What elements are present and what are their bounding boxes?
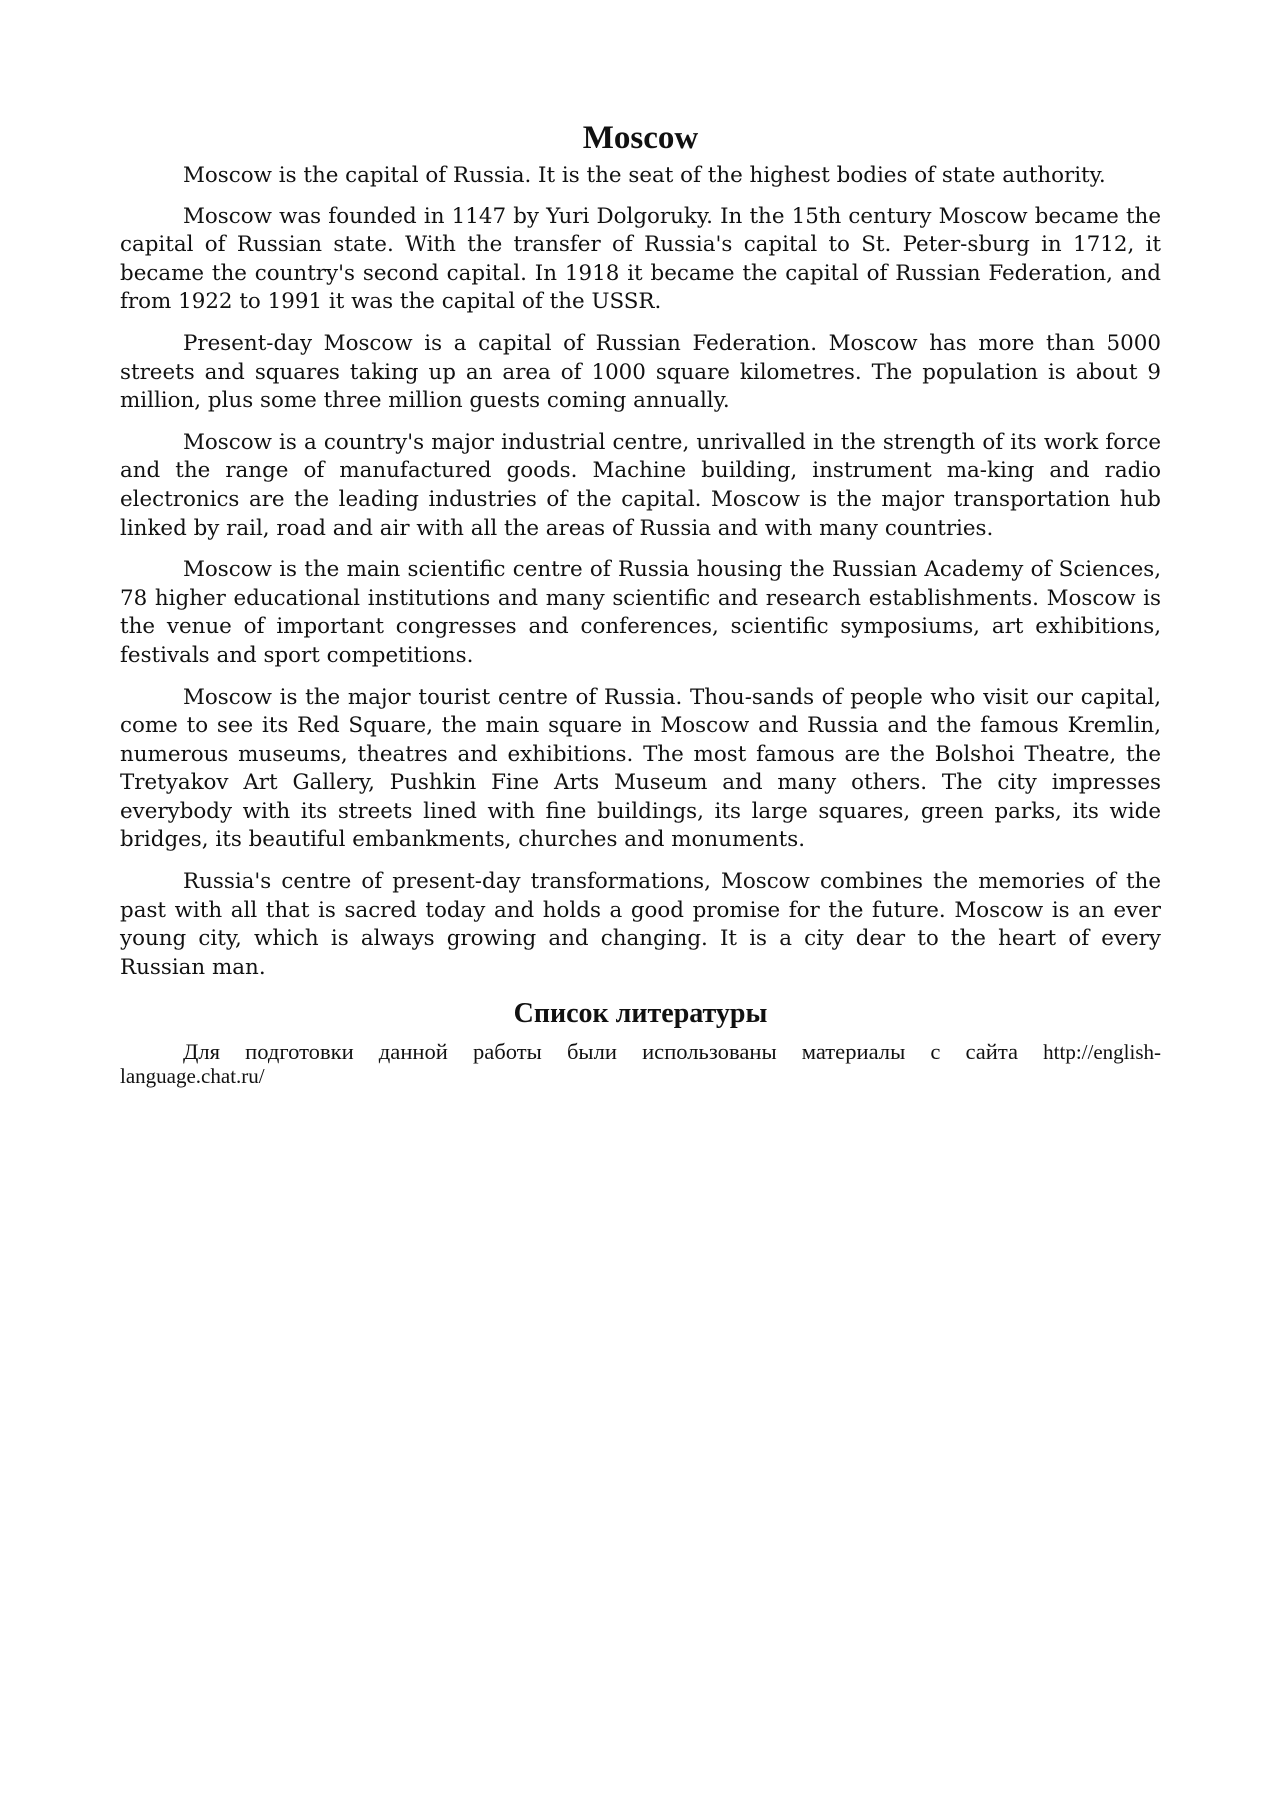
paragraph-tourism: Moscow is the major tourist centre of Russia. Thou-sands of people who visit our capital, come to see its Red Square, the main square in Moscow and Russia and the famous Kremlin, numerous museums, theatres and exhibitions. The most famous are the Bolshoi Theatre, the Tretyakov Art Gallery, Pushkin Fine Arts Museum and many others. The city impresses everybody with its streets lined with fine buildings, its large squares, green parks, its wide bridges, its beautiful embankments, churches and monuments. xyxy=(120,684,1161,853)
references-heading: Список литературы xyxy=(513,998,768,1030)
paragraph-conclusion: Russia's centre of present-day transformations, Moscow combines the memories of the past with all that is sacred today and holds a good promise for the future. Moscow is an ever young city, which is always growing and changing. It is a city dear to the heart of every Russian man. xyxy=(120,869,1161,980)
document-page xyxy=(120,118,1161,1088)
paragraph-science: Moscow is the main scientific centre of Russia housing the Russian Academy of Sciences, 78 higher educational institutions and many scientific and research establishments. Moscow is the venue of important congresses and conferences, scientific symposiums, art exhibitions, festivals and sport competitions. xyxy=(120,557,1161,668)
paragraph-history: Moscow was founded in 1147 by Yuri Dolgoruky. In the 15th century Moscow became the capital of Russian state. With the transfer of Russia's capital to St. Peter-sburg in 1712, it became the country's second capital. In 1918 it became the capital of Russian Federation, and from 1922 to 1991 it was the capital of the USSR. xyxy=(120,203,1161,315)
paragraph-intro: Moscow is the capital of Russia. It is the seat of the highest bodies of state authority. xyxy=(183,163,1106,188)
references-text: Для подготовки данной работы были использованы материалы с сайта xyxy=(183,1039,1019,1065)
paragraph-present-day: Present-day Moscow is a capital of Russian Federation. Moscow has more than 5000 streets and squares taking up an area of 1000 square kilometres. The population is about 9 million, plus some three million guests coming annually. xyxy=(120,330,1161,414)
paragraph-industry: Moscow is a country's major industrial centre, unrivalled in the strength of its work force and the range of manufactured goods. Machine building, instrument ma-king and radio electronics are the leading industries of the capital. Moscow is the major transportation hub linked by rail, road and air with all the areas of Russia and with many countries. xyxy=(120,429,1161,541)
document-title: Moscow xyxy=(582,120,699,156)
references-url: http://english-language.chat.ru/ xyxy=(120,1040,1161,1089)
references-paragraph xyxy=(120,1040,1161,1088)
